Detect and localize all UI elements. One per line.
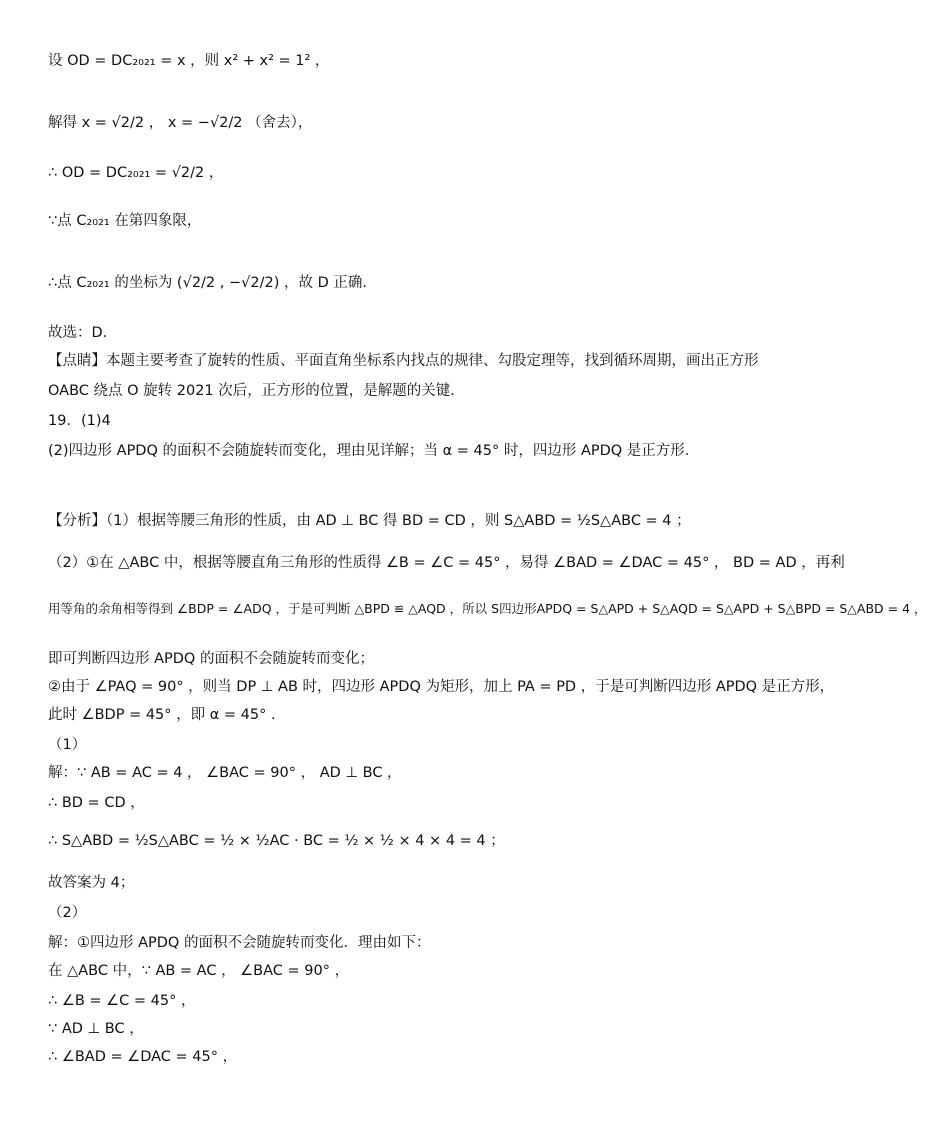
line-9: 19．(1)4: [48, 413, 111, 429]
line-19: ∴ BD = CD ，: [48, 795, 145, 811]
line-13: 用等角的余角相等得到 ∠BDP = ∠ADQ ，于是可判断 △BPD ≌ △AQD ，所以 S四边形APDQ = S△APD + S△AQD = S△APD + S△BPD = S△ABD = 4 ，: [48, 601, 927, 616]
line-4: ∵点 C₂₀₂₁ 在第四象限，: [48, 213, 202, 229]
line-5: ∴点 C₂₀₂₁ 的坐标为 (√2/2 , −√2/2) ，故 D 正确.: [48, 275, 367, 291]
line-24: 在 △ABC 中，∵ AB = AC ， ∠BAC = 90° ，: [48, 963, 350, 979]
line-26: ∵ AD ⊥ BC ，: [48, 1021, 144, 1037]
line-14: 即可判断四边形 APDQ 的面积不会随旋转而变化；: [48, 651, 374, 667]
line-27: ∴ ∠BAD = ∠DAC = 45° ，: [48, 1049, 238, 1065]
line-22: （2）: [48, 905, 87, 921]
line-1: 设 OD = DC₂₀₂₁ = x ，则 x² + x² = 1² ，: [48, 53, 330, 69]
line-18: 解：∵ AB = AC = 4 ， ∠BAC = 90° ， AD ⊥ BC ，: [48, 765, 402, 781]
line-15: ②由于 ∠PAQ = 90° ，则当 DP ⊥ AB 时，四边形 APDQ 为矩形，加上 PA = PD ，于是可判断四边形 APDQ 是正方形，: [48, 679, 835, 695]
line-8: OABC 绕点 O 旋转 2021 次后，正方形的位置，是解题的关键.: [48, 383, 455, 399]
line-23: 解：①四边形 APDQ 的面积不会随旋转而变化．理由如下：: [48, 935, 431, 951]
line-6: 故选：D．: [48, 325, 118, 341]
line-3: ∴ OD = DC₂₀₂₁ = √2/2 ，: [48, 165, 224, 181]
line-20: ∴ S△ABD = ½S△ABC = ½ × ½AC · BC = ½ × ½ × 4 × 4 = 4 ；: [48, 833, 505, 849]
line-16: 此时 ∠BDP = 45° ，即 α = 45° .: [48, 707, 276, 723]
line-2: 解得 x = √2/2 ， x = −√2/2 （舍去），: [48, 115, 313, 131]
line-11: 【分析】（1）根据等腰三角形的性质，由 AD ⊥ BC 得 BD = CD ，则 S△ABD = ½S△ABC = 4 ；: [48, 513, 691, 529]
line-12: （2）①在 △ABC 中，根据等腰直角三角形的性质得 ∠B = ∠C = 45° ，易得 ∠BAD = ∠DAC = 45° ， BD = AD ，再利: [48, 555, 845, 571]
line-25: ∴ ∠B = ∠C = 45° ，: [48, 993, 196, 1009]
line-10: (2)四边形 APDQ 的面积不会随旋转而变化，理由见详解；当 α = 45° 时，四边形 APDQ 是正方形.: [48, 443, 690, 459]
line-21: 故答案为 4；: [48, 875, 135, 891]
line-7: 【点睛】本题主要考查了旋转的性质、平面直角坐标系内找点的规律、勾股定理等，找到循环周期，画出正方形: [48, 353, 759, 369]
line-17: （1）: [48, 737, 87, 753]
